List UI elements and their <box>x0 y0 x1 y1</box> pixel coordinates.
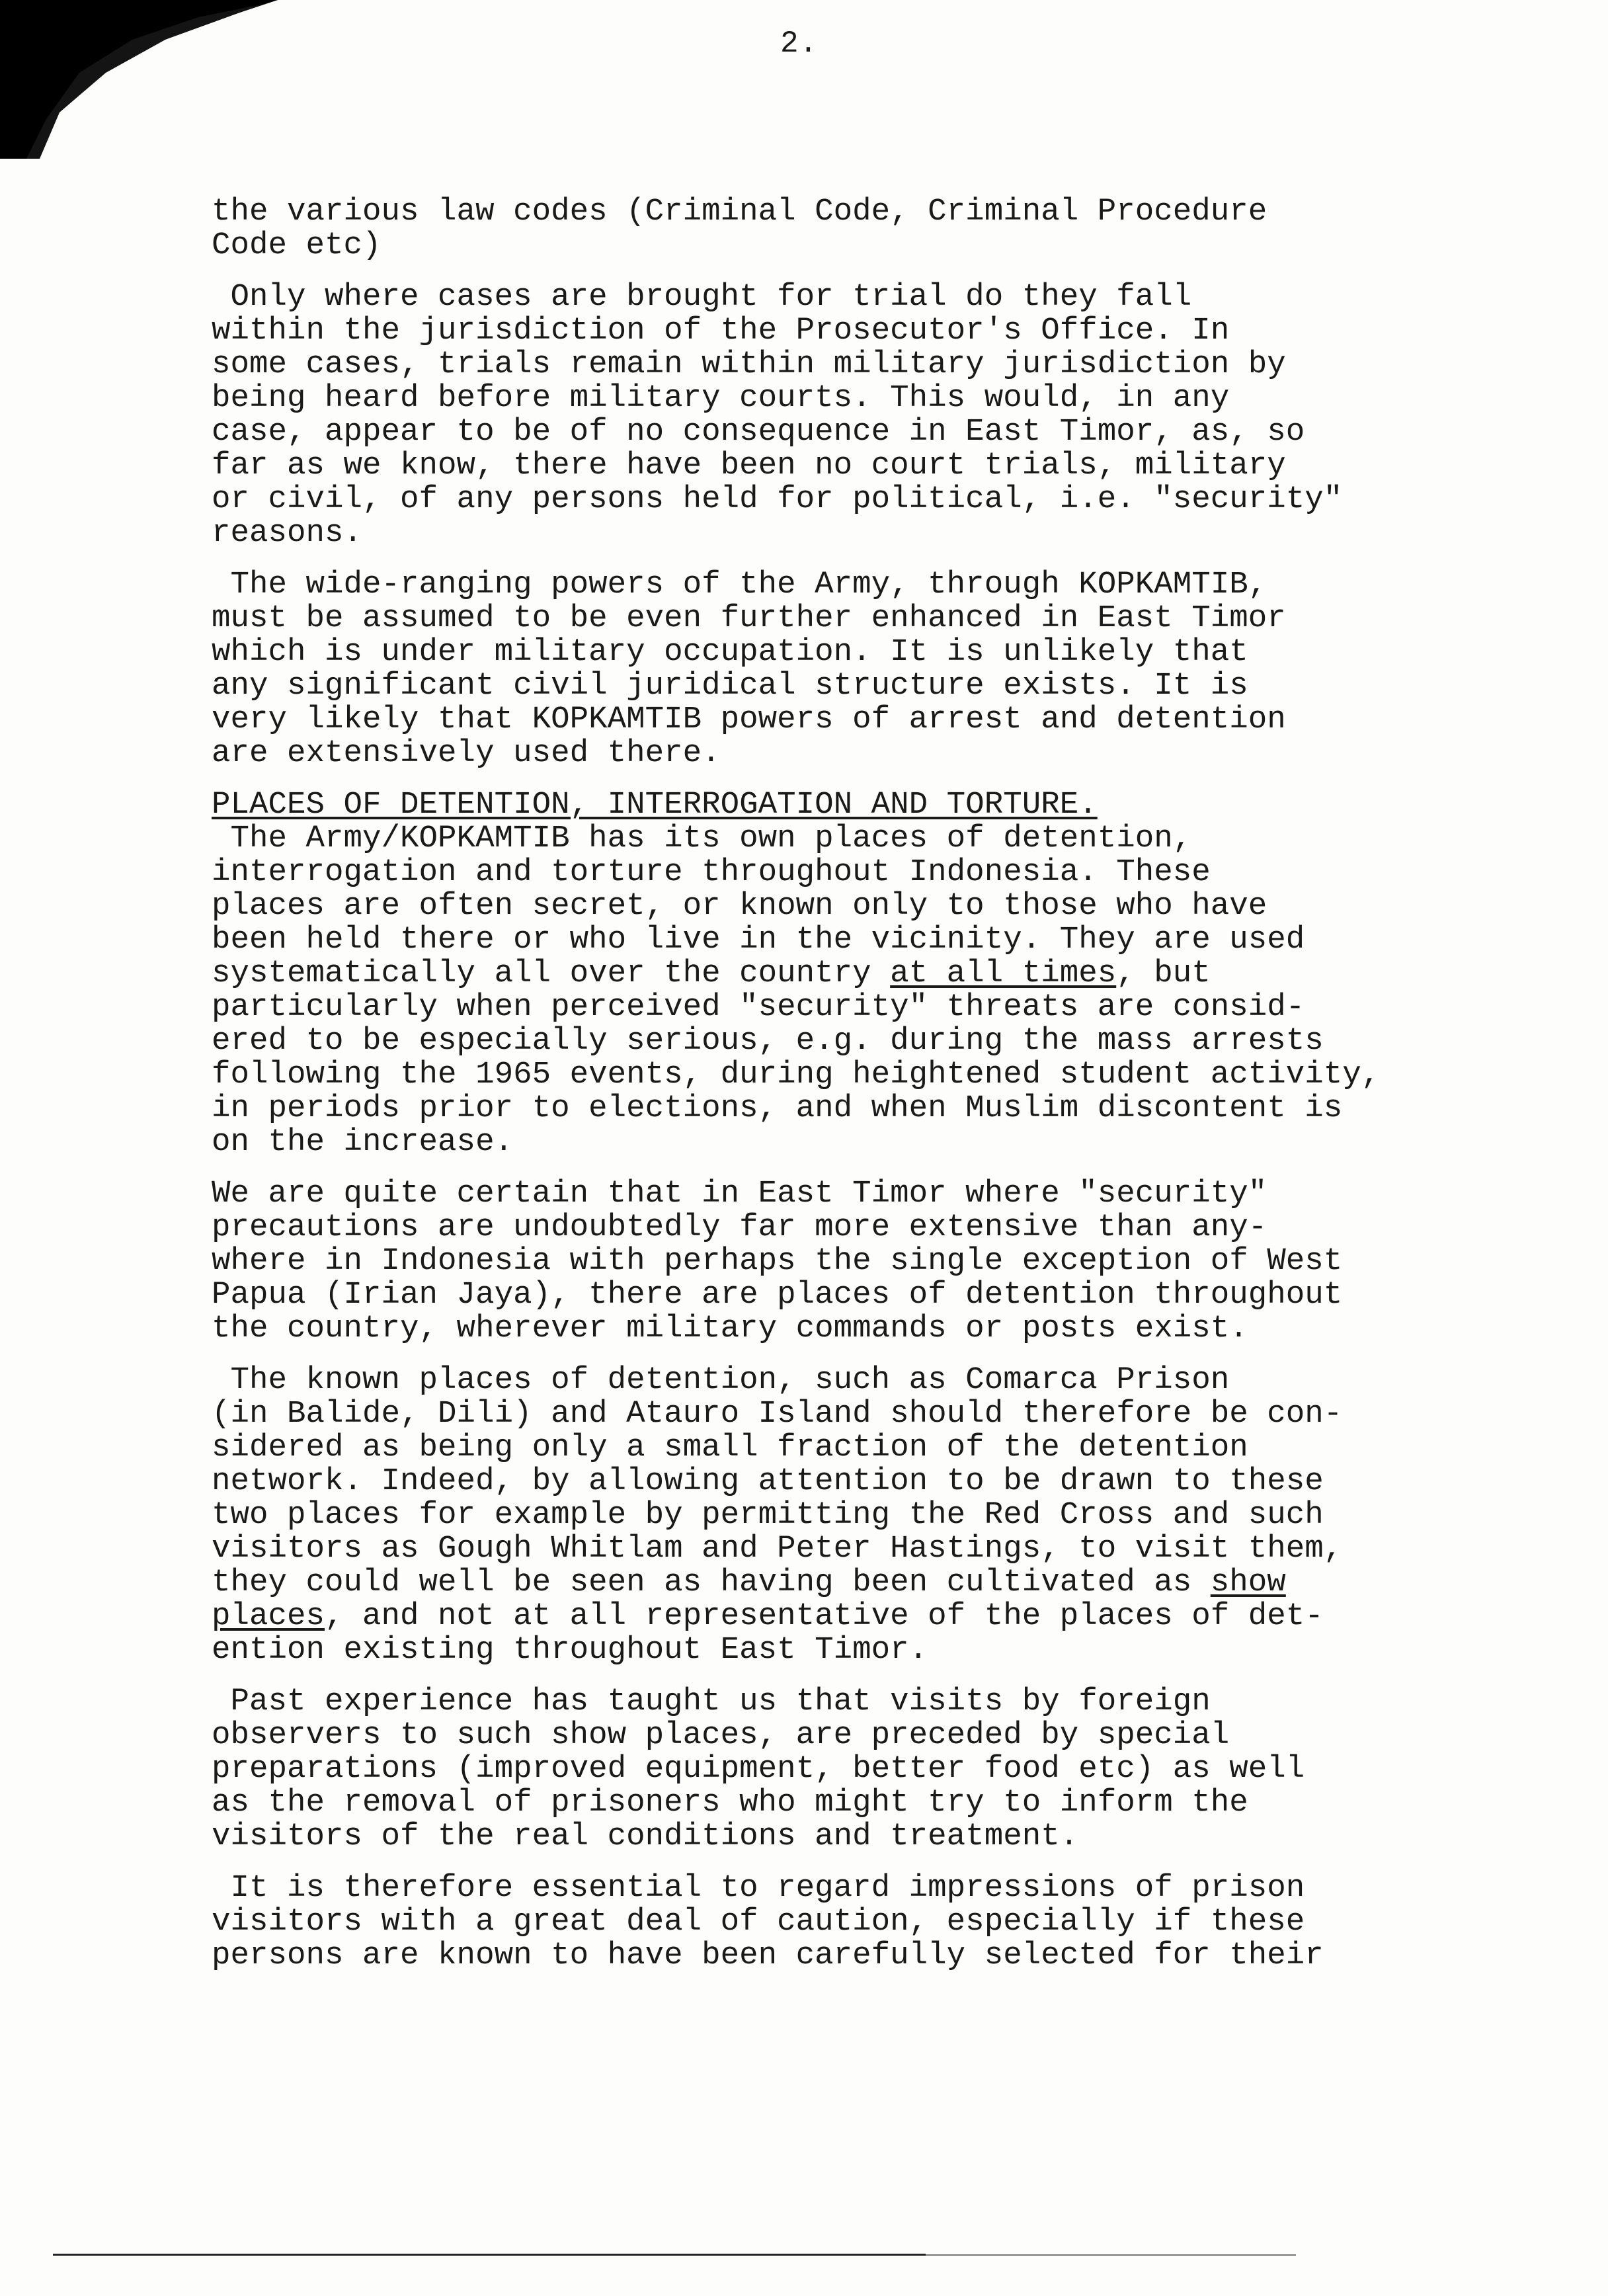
text-line: are extensively used there. <box>212 735 721 771</box>
text-line: Past experience has taught us that visits by foreign <box>212 1684 1211 1719</box>
text-line: particularly when perceived "security" threats are consid- <box>212 989 1305 1025</box>
paragraph <box>212 568 1481 770</box>
text-line: places are often secret, or known only to those who have <box>212 888 1267 924</box>
paragraph <box>212 1685 1481 1854</box>
text-line: far as we know, there have been no court trials, military <box>212 448 1286 483</box>
text-line: The Army/KOPKAMTIB has its own places of detention, <box>212 821 1192 856</box>
text-line: sidered as being only a small fraction of the detention <box>212 1430 1248 1465</box>
text-line: or civil, of any persons held for political, i.e. "security" <box>212 481 1343 517</box>
text-line: visitors of the real conditions and treatment. <box>212 1819 1079 1854</box>
text-line: The known places of detention, such as Comarca Prison <box>212 1362 1230 1398</box>
text-line: the country, wherever military commands or posts exist. <box>212 1311 1248 1346</box>
bottom-rule-faint <box>926 2254 1296 2256</box>
text-line: visitors as Gough Whitlam and Peter Hastings, to visit them, <box>212 1531 1343 1567</box>
text-line: any significant civil juridical structure exists. It is <box>212 668 1248 704</box>
text-line: within the jurisdiction of the Prosecutor's Office. In <box>212 313 1230 348</box>
page-number: 2. <box>780 26 819 61</box>
text-line: two places for example by permitting the Red Cross and such <box>212 1497 1324 1533</box>
text-line: systematically all over the country at all times, but <box>212 956 1211 991</box>
text-line: in periods prior to elections, and when Muslim discontent is <box>212 1090 1343 1126</box>
text-line: persons are known to have been carefully selected for their <box>212 1938 1324 1973</box>
text-line: case, appear to be of no consequence in East Timor, as, so <box>212 414 1305 450</box>
paragraph <box>212 1871 1481 1973</box>
bottom-rule <box>53 2254 926 2256</box>
text-line: network. Indeed, by allowing attention to be drawn to these <box>212 1463 1324 1499</box>
text-line: We are quite certain that in East Timor where "security" <box>212 1176 1267 1211</box>
text-line: as the removal of prisoners who might try to inform the <box>212 1785 1248 1821</box>
text-line: some cases, trials remain within military jurisdiction by <box>212 347 1286 382</box>
text-line: Code etc) <box>212 227 382 263</box>
text-line: following the 1965 events, during heightened student activity, <box>212 1057 1381 1092</box>
text-line: ention existing throughout East Timor. <box>212 1632 928 1668</box>
text-line: Only where cases are brought for trial do they fall <box>212 279 1192 315</box>
text-line: places, and not at all representative of the places of det- <box>212 1598 1324 1634</box>
text-line: they could well be seen as having been cultivated as show <box>212 1565 1286 1600</box>
text-line: ered to be especially serious, e.g. during the mass arrests <box>212 1023 1324 1059</box>
text-line: interrogation and torture throughout Indonesia. These <box>212 854 1211 890</box>
text-line: the various law codes (Criminal Code, Criminal Procedure <box>212 194 1267 229</box>
section-heading: PLACES OF DETENTION, INTERROGATION AND TORTURE. <box>212 787 1098 823</box>
text-line: on the increase. <box>212 1124 514 1160</box>
text-line: been held there or who live in the vicinity. They are used <box>212 922 1305 958</box>
text-line: which is under military occupation. It is unlikely that <box>212 634 1248 670</box>
text-line: The wide-ranging powers of the Army, through KOPKAMTIB, <box>212 567 1267 602</box>
text-line: must be assumed to be even further enhanced in East Timor <box>212 600 1286 636</box>
text-line: precautions are undoubtedly far more extensive than any- <box>212 1210 1267 1245</box>
text-line: (in Balide, Dili) and Atauro Island should therefore be con- <box>212 1396 1343 1432</box>
paragraph <box>212 195 1481 263</box>
document-body <box>212 195 1481 1990</box>
text-line: It is therefore essential to regard impressions of prison <box>212 1870 1305 1906</box>
text-line: being heard before military courts. This would, in any <box>212 380 1230 416</box>
paragraph <box>212 788 1481 1159</box>
paragraph <box>212 1177 1481 1346</box>
paragraph <box>212 1364 1481 1667</box>
text-line: observers to such show places, are preceded by special <box>212 1717 1230 1753</box>
text-line: preparations (improved equipment, better food etc) as well <box>212 1751 1305 1787</box>
text-line: visitors with a great deal of caution, especially if these <box>212 1904 1305 1940</box>
text-line: very likely that KOPKAMTIB powers of arrest and detention <box>212 702 1286 737</box>
text-line: Papua (Irian Jaya), there are places of detention throughout <box>212 1277 1343 1313</box>
paragraph <box>212 280 1481 550</box>
text-line: where in Indonesia with perhaps the single exception of West <box>212 1243 1343 1279</box>
scan-corner-shadow <box>0 0 278 159</box>
text-line: reasons. <box>212 515 363 551</box>
